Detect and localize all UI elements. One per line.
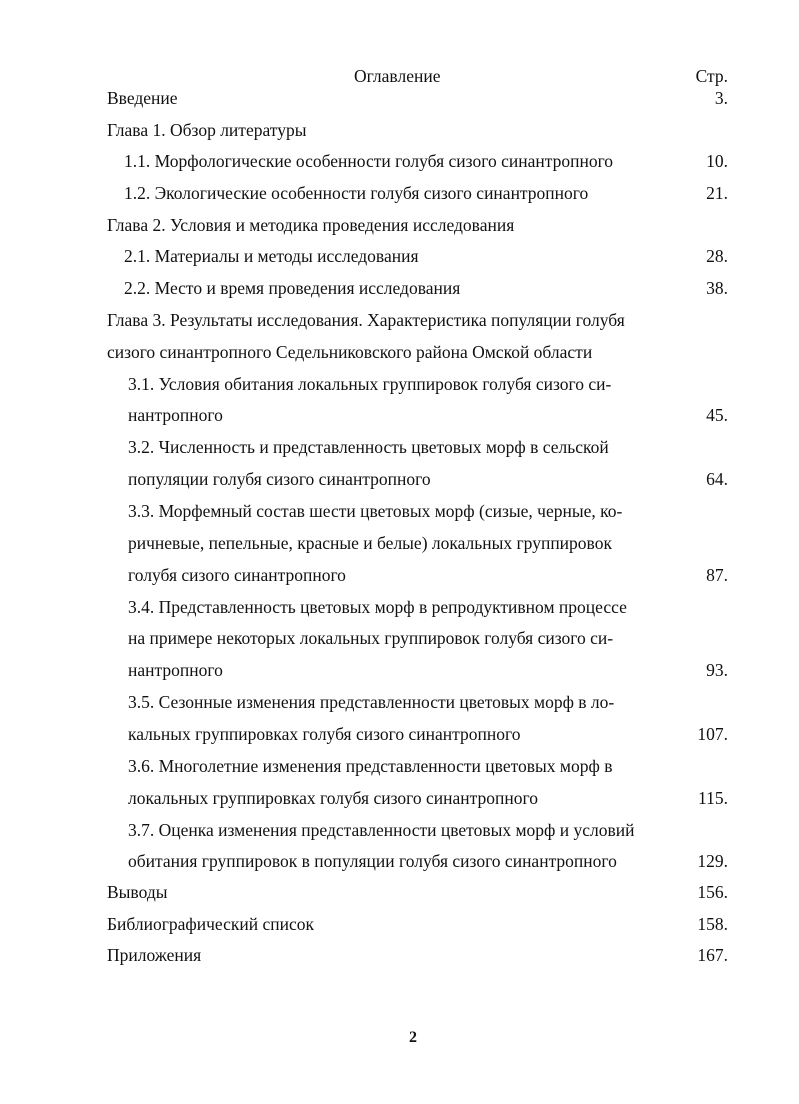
toc-section-3-7-page: 129. [697, 851, 728, 871]
toc-section-3-4-line-3: нантропного [128, 660, 223, 680]
toc-chapter-1: Глава 1. Обзор литературы [107, 120, 307, 140]
toc-section-3-2-line-1: 3.2. Численность и представленность цветовых морф в сельской [128, 437, 609, 457]
toc-section-2-2-page: 38. [706, 278, 728, 298]
toc-section-3-2-page: 64. [706, 469, 728, 489]
toc-intro-page: 3. [714, 88, 728, 108]
toc-appendices-page: 167. [697, 945, 728, 965]
toc-title: Оглавление [354, 66, 441, 86]
toc-section-3-6-page: 115. [698, 788, 728, 808]
toc-section-2-1-page: 28. [706, 246, 728, 266]
toc-section-1-2-page: 21. [706, 183, 728, 203]
toc-conclusions: Выводы [107, 882, 168, 902]
toc-section-3-4-line-1: 3.4. Представленность цветовых морф в репродуктивном процессе [128, 597, 627, 617]
toc-section-3-6-line-1: 3.6. Многолетние изменения представленности цветовых морф в [128, 756, 613, 776]
toc-section-3-5-page: 107. [697, 724, 728, 744]
toc-section-3-4-line-2: на примере некоторых локальных группировок голубя сизого си- [128, 628, 614, 648]
toc-bibliography: Библиографический список [107, 914, 315, 934]
toc-chapter-3-line-2: сизого синантропного Седельниковского района Омской области [107, 342, 593, 362]
toc-section-1-2: 1.2. Экологические особенности голубя сизого синантропного [124, 183, 589, 203]
page-column-header: Стр. [695, 66, 728, 86]
toc-section-3-3-page: 87. [706, 565, 728, 585]
toc-section-3-7-line-2: обитания группировок в популяции голубя сизого синантропного [128, 851, 617, 871]
toc-section-2-1: 2.1. Материалы и методы исследования [124, 246, 419, 266]
toc-section-3-3-line-3: голубя сизого синантропного [128, 565, 346, 585]
toc-chapter-2: Глава 2. Условия и методика проведения исследования [107, 215, 515, 235]
toc-section-3-1-page: 45. [706, 405, 728, 425]
toc-section-3-1-line-1: 3.1. Условия обитания локальных группировок голубя сизого си- [128, 374, 612, 394]
toc-section-3-7-line-1: 3.7. Оценка изменения представленности цветовых морф и условий [128, 820, 635, 840]
toc-section-1-1-page: 10. [706, 151, 728, 171]
toc-conclusions-page: 156. [697, 882, 728, 902]
toc-section-3-5-line-2: кальных группировках голубя сизого синантропного [128, 724, 521, 744]
toc-chapter-3-line-1: Глава 3. Результаты исследования. Характеристика популяции голубя [107, 310, 625, 330]
toc-section-3-3-line-2: ричневые, пепельные, красные и белые) локальных группировок [128, 533, 612, 553]
toc-section-3-6-line-2: локальных группировках голубя сизого синантропного [128, 788, 538, 808]
toc-section-3-1-line-2: нантропного [128, 405, 223, 425]
toc-section-1-1: 1.1. Морфологические особенности голубя сизого синантропного [124, 151, 614, 171]
page-number: 2 [409, 1029, 417, 1046]
toc-section-3-2-line-2: популяции голубя сизого синантропного [128, 469, 431, 489]
toc-appendices: Приложения [107, 945, 202, 965]
toc-bibliography-page: 158. [697, 914, 728, 934]
toc-section-2-2: 2.2. Место и время проведения исследования [124, 278, 461, 298]
toc-intro: Введение [107, 88, 178, 108]
toc-section-3-4-page: 93. [706, 660, 728, 680]
toc-section-3-3-line-1: 3.3. Морфемный состав шести цветовых морф (сизые, черные, ко- [128, 501, 623, 521]
toc-section-3-5-line-1: 3.5. Сезонные изменения представленности цветовых морф в ло- [128, 692, 615, 712]
